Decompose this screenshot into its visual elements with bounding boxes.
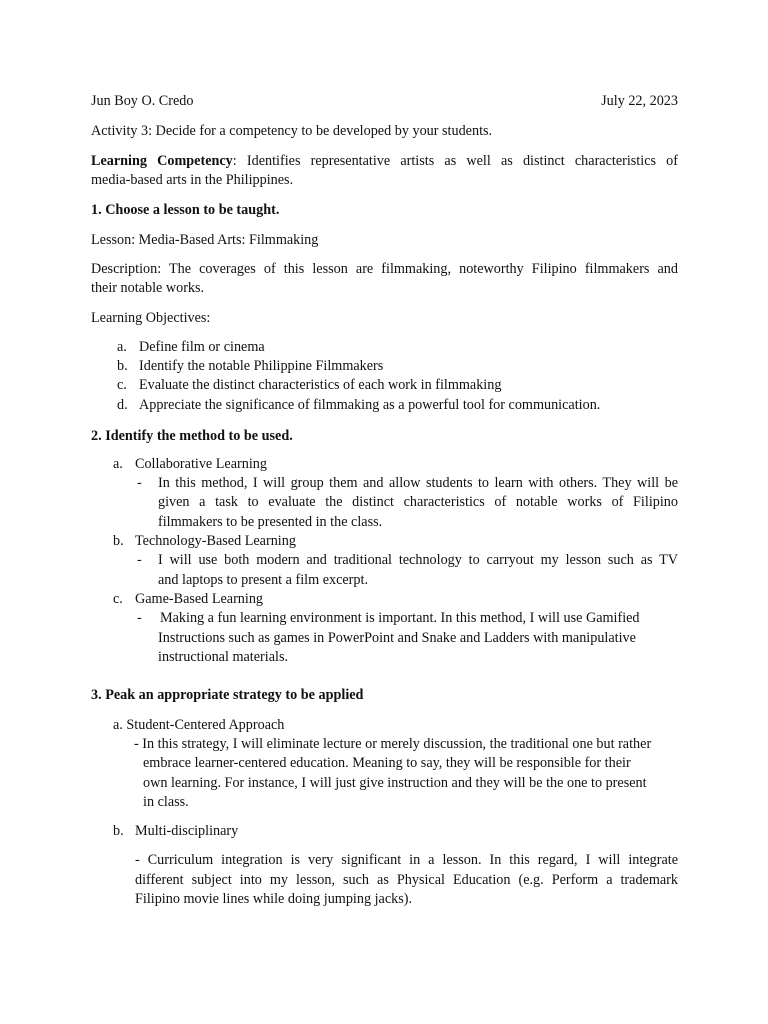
- strategy-title: a. Student-Centered Approach: [113, 717, 285, 733]
- method-text-line: filmmakers to be presented in the class.: [158, 514, 383, 530]
- strategy-text-line: different subject into my lesson, such as Physical Education (e.g. Perform a trademark: [135, 872, 678, 888]
- strategy-text-line: Filipino movie lines while doing jumping jacks).: [135, 891, 413, 907]
- objective-marker: d.: [117, 397, 128, 413]
- method-dash: -: [137, 610, 142, 626]
- method-text-line: given a task to evaluate the distinct characteristics of notable works of Filipino: [158, 494, 678, 510]
- method-title: Technology-Based Learning: [135, 533, 296, 549]
- method-text-line: instructional materials.: [158, 649, 289, 665]
- method-text-line: Instructions such as games in PowerPoint and Snake and Ladders with manipulative: [158, 630, 636, 646]
- section-2-heading: 2. Identify the method to be used.: [91, 428, 293, 444]
- method-marker: b.: [113, 533, 124, 549]
- objective-marker: c.: [117, 377, 127, 393]
- document-date: July 22, 2023: [601, 93, 678, 109]
- strategy-marker: b.: [113, 823, 124, 839]
- strategy-text-line: - In this strategy, I will eliminate lecture or merely discussion, the traditional one but rather: [134, 736, 652, 752]
- objective-item: Identify the notable Philippine Filmmakers: [139, 358, 384, 374]
- section-3-heading: 3. Peak an appropriate strategy to be applied: [91, 687, 364, 703]
- strategy-text-line: in class.: [143, 794, 189, 810]
- method-title: Game-Based Learning: [135, 591, 264, 607]
- competency-label: Learning Competency: [91, 153, 233, 169]
- objective-item: Appreciate the significance of filmmaking as a powerful tool for communication.: [139, 397, 601, 413]
- objective-marker: b.: [117, 358, 128, 374]
- description-line-1: Description: The coverages of this lesson are filmmaking, noteworthy Filipino filmmakers and: [91, 261, 678, 277]
- strategy-title: Multi-disciplinary: [135, 823, 239, 839]
- strategy-text-line: - Curriculum integration is very significant in a lesson. In this regard, I will integrate: [135, 852, 678, 868]
- strategy-text-line: own learning. For instance, I will just give instruction and they will be the one to present: [143, 775, 647, 791]
- method-text-line: I will use both modern and traditional technology to carryout my lesson such as TV: [158, 552, 678, 568]
- method-marker: c.: [113, 591, 123, 607]
- objectives-label: Learning Objectives:: [91, 310, 211, 326]
- competency-line-1: [91, 152, 678, 171]
- author-name: Jun Boy O. Credo: [91, 93, 194, 109]
- method-text-line: Making a fun learning environment is important. In this method, I will use Gamified: [160, 610, 640, 626]
- method-dash: -: [137, 552, 142, 568]
- method-title: Collaborative Learning: [135, 456, 267, 472]
- competency-text-1: : Identifies representative artists as well as distinct characteristics of: [232, 153, 678, 169]
- description-line-2: their notable works.: [91, 280, 205, 296]
- objective-marker: a.: [117, 339, 127, 355]
- objective-item: Define film or cinema: [139, 339, 265, 355]
- objective-item: Evaluate the distinct characteristics of each work in filmmaking: [139, 377, 502, 393]
- method-text-line: and laptops to present a film excerpt.: [158, 572, 368, 588]
- activity-title: Activity 3: Decide for a competency to be developed by your students.: [91, 123, 493, 139]
- strategy-text-line: embrace learner-centered education. Meaning to say, they will be responsible for their: [143, 755, 631, 771]
- lesson-line: Lesson: Media-Based Arts: Filmmaking: [91, 232, 319, 248]
- section-1-heading: 1. Choose a lesson to be taught.: [91, 202, 280, 218]
- method-marker: a.: [113, 456, 123, 472]
- method-text-line: In this method, I will group them and allow students to learn with others. They will be: [158, 475, 678, 491]
- competency-line-2: media-based arts in the Philippines.: [91, 172, 294, 188]
- method-dash: -: [137, 475, 142, 491]
